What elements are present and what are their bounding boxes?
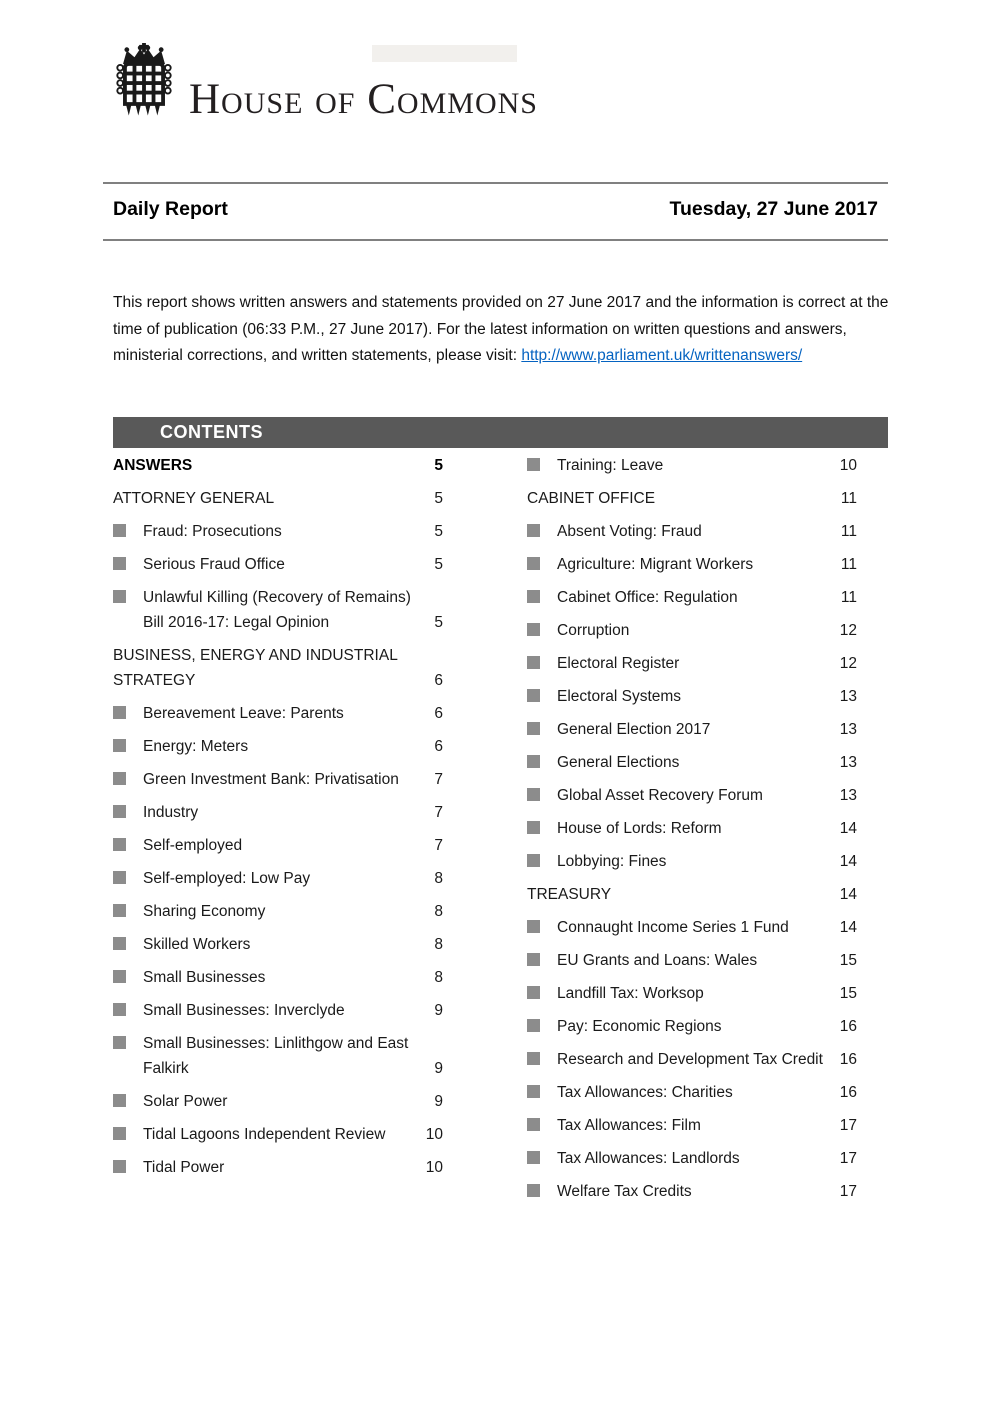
square-bullet-icon <box>527 1014 557 1039</box>
contents-heading: CONTENTS <box>160 422 263 442</box>
square-bullet-icon <box>527 849 557 874</box>
toc-entry-label: ANSWERS <box>113 457 193 474</box>
toc-item-row <box>113 552 443 577</box>
square-bullet-icon <box>527 1113 557 1138</box>
toc-section-row <box>527 486 857 511</box>
toc-entry-page: 14 <box>839 886 857 903</box>
square-bullet-icon <box>527 1047 557 1072</box>
written-answers-link[interactable]: http://www.parliament.uk/writtenanswers/ <box>521 347 803 364</box>
toc-entry-page: 8 <box>434 936 443 953</box>
square-bullet-icon <box>113 965 143 990</box>
toc-entry-label: Tidal Lagoons Independent Review <box>143 1126 386 1143</box>
toc-entry-page: 15 <box>839 985 857 1002</box>
toc-item-row <box>527 552 857 577</box>
intro-paragraph <box>113 290 891 370</box>
square-bullet-icon <box>113 1031 143 1081</box>
toc-entry-label: Serious Fraud Office <box>143 556 285 573</box>
toc-entry-label: Connaught Income Series 1 Fund <box>557 919 789 936</box>
toc-item-row <box>527 1179 857 1204</box>
toc-entry-page: 17 <box>839 1117 857 1134</box>
toc-entry-page: 5 <box>434 556 443 573</box>
square-bullet-icon <box>113 519 143 544</box>
toc-entry-label: Self-employed: Low Pay <box>143 870 311 887</box>
toc-entry-page: 14 <box>839 919 857 936</box>
square-bullet-icon <box>527 519 557 544</box>
toc-entry-page: 8 <box>434 870 443 887</box>
toc-item-row <box>113 800 443 825</box>
portcullis-crown-icon <box>113 43 175 130</box>
square-bullet-icon <box>113 833 143 858</box>
toc-item-row <box>113 734 443 759</box>
toc-entry-label: Global Asset Recovery Forum <box>557 787 763 804</box>
toc-entry-label: Tax Allowances: Landlords <box>557 1150 740 1167</box>
toc-entry-page: 9 <box>434 1002 443 1019</box>
toc-entry-page: 13 <box>839 787 857 804</box>
square-bullet-icon <box>527 1146 557 1171</box>
toc-section-row <box>113 486 443 511</box>
horizontal-rule <box>103 239 888 241</box>
toc-entry-page: 13 <box>839 688 857 705</box>
square-bullet-icon <box>113 585 143 635</box>
square-bullet-icon <box>113 932 143 957</box>
toc-item-row <box>113 767 443 792</box>
toc-entry-label: General Election 2017 <box>557 721 711 738</box>
toc-item-row <box>113 965 443 990</box>
toc-entry-page: 7 <box>434 804 443 821</box>
toc-item-row <box>113 701 443 726</box>
toc-item-row <box>527 1080 857 1105</box>
toc-entry-label: Tax Allowances: Film <box>557 1117 701 1134</box>
toc-entry-page: 8 <box>434 969 443 986</box>
toc-entry-page: 11 <box>840 490 857 507</box>
toc-item-row <box>113 585 443 635</box>
toc-item-row <box>527 651 857 676</box>
square-bullet-icon <box>527 453 557 478</box>
square-bullet-icon <box>527 552 557 577</box>
toc-item-row <box>113 1089 443 1114</box>
toc-entry-page: 11 <box>840 556 857 573</box>
toc-entry-label: Industry <box>143 804 199 821</box>
toc-entry-page: 7 <box>434 837 443 854</box>
toc-item-row <box>113 519 443 544</box>
toc-entry-page: 6 <box>434 672 443 689</box>
square-bullet-icon <box>113 767 143 792</box>
toc-item-row <box>527 1113 857 1138</box>
toc-item-row <box>527 915 857 940</box>
toc-item-row <box>113 1155 443 1180</box>
toc-section-row <box>527 882 857 907</box>
toc-entry-label: Research and Development Tax Credit <box>557 1051 823 1068</box>
toc-entry-label: Absent Voting: Fraud <box>557 523 702 540</box>
toc-entry-page: 15 <box>839 952 857 969</box>
toc-entry-page: 12 <box>839 655 857 672</box>
square-bullet-icon <box>113 800 143 825</box>
toc-item-row <box>527 816 857 841</box>
toc-entry-label: Small Businesses: Linlithgow and East Falkirk <box>143 1035 409 1077</box>
toc-entry-page: 16 <box>839 1051 857 1068</box>
square-bullet-icon <box>527 915 557 940</box>
square-bullet-icon <box>527 1179 557 1204</box>
toc-item-row <box>527 783 857 808</box>
toc-entry-label: Tidal Power <box>143 1159 225 1176</box>
toc-entry-label: Green Investment Bank: Privatisation <box>143 771 399 788</box>
toc-entry-label: EU Grants and Loans: Wales <box>557 952 758 969</box>
toc <box>113 453 888 1212</box>
toc-entry-page: 10 <box>839 457 857 474</box>
square-bullet-icon <box>113 1089 143 1114</box>
toc-entry-label: Electoral Systems <box>557 688 682 705</box>
toc-entry-page: 13 <box>839 721 857 738</box>
toc-entry-label: Training: Leave <box>557 457 664 474</box>
toc-entry-label: Solar Power <box>143 1093 228 1110</box>
toc-entry-label: House of Lords: Reform <box>557 820 722 837</box>
toc-entry-page: 5 <box>434 490 443 507</box>
toc-entry-label: Skilled Workers <box>143 936 251 953</box>
square-bullet-icon <box>527 948 557 973</box>
toc-entry-label: Self-employed <box>143 837 243 854</box>
toc-entry-page: 6 <box>434 705 443 722</box>
toc-entry-label: Cabinet Office: Regulation <box>557 589 738 606</box>
square-bullet-icon <box>527 750 557 775</box>
toc-entry-label: Unlawful Killing (Recovery of Remains) Bill 2016-17: Legal Opinion <box>143 589 411 631</box>
toc-entry-page: 8 <box>434 903 443 920</box>
toc-section-row <box>113 453 443 478</box>
toc-entry-label: BUSINESS, ENERGY AND INDUSTRIAL STRATEGY <box>113 647 398 689</box>
toc-column <box>527 453 857 1212</box>
report-title: Daily Report <box>113 198 228 220</box>
toc-entry-label: Welfare Tax Credits <box>557 1183 692 1200</box>
square-bullet-icon <box>527 684 557 709</box>
toc-entry-page: 13 <box>839 754 857 771</box>
toc-entry-page: 16 <box>839 1018 857 1035</box>
toc-entry-label: Agriculture: Migrant Workers <box>557 556 754 573</box>
toc-entry-label: General Elections <box>557 754 680 771</box>
contents-heading-bar <box>113 417 888 448</box>
toc-entry-label: Energy: Meters <box>143 738 249 755</box>
toc-item-row <box>113 899 443 924</box>
square-bullet-icon <box>113 899 143 924</box>
toc-entry-label: CABINET OFFICE <box>527 490 656 507</box>
toc-item-row <box>527 618 857 643</box>
toc-item-row <box>527 453 857 478</box>
square-bullet-icon <box>527 1080 557 1105</box>
horizontal-rule <box>103 182 888 184</box>
house-of-commons-header <box>113 43 538 130</box>
toc-section-row <box>113 643 443 693</box>
toc-entry-page: 16 <box>839 1084 857 1101</box>
square-bullet-icon <box>527 651 557 676</box>
toc-entry-label: Small Businesses <box>143 969 266 986</box>
toc-item-row <box>113 833 443 858</box>
toc-entry-page: 6 <box>434 738 443 755</box>
toc-item-row <box>113 998 443 1023</box>
toc-entry-label: TREASURY <box>527 886 612 903</box>
toc-entry-label: Pay: Economic Regions <box>557 1018 722 1035</box>
toc-item-row <box>527 849 857 874</box>
toc-item-row <box>527 1146 857 1171</box>
square-bullet-icon <box>527 585 557 610</box>
toc-item-row <box>527 1014 857 1039</box>
toc-item-row <box>527 519 857 544</box>
toc-entry-page: 7 <box>434 771 443 788</box>
toc-entry-label: Electoral Register <box>557 655 680 672</box>
toc-entry-page: 17 <box>839 1150 857 1167</box>
toc-entry-label: Corruption <box>557 622 630 639</box>
square-bullet-icon <box>113 866 143 891</box>
toc-item-row <box>527 750 857 775</box>
masthead <box>113 198 878 221</box>
toc-entry-page: 11 <box>840 523 857 540</box>
toc-entry-label: ATTORNEY GENERAL <box>113 490 275 507</box>
toc-entry-label: Small Businesses: Inverclyde <box>143 1002 345 1019</box>
toc-entry-label: Landfill Tax: Worksop <box>557 985 704 1002</box>
toc-entry-label: Fraud: Prosecutions <box>143 523 282 540</box>
square-bullet-icon <box>113 734 143 759</box>
square-bullet-icon <box>527 816 557 841</box>
toc-item-row <box>527 717 857 742</box>
toc-entry-page: 10 <box>425 1126 443 1143</box>
toc-item-row <box>113 866 443 891</box>
toc-entry-page: 14 <box>839 820 857 837</box>
square-bullet-icon <box>113 998 143 1023</box>
toc-entry-page: 10 <box>425 1159 443 1176</box>
toc-item-row <box>527 1047 857 1072</box>
toc-entry-page: 9 <box>434 1093 443 1110</box>
toc-item-row <box>113 1031 443 1081</box>
toc-entry-page: 5 <box>434 523 443 540</box>
toc-entry-page: 12 <box>839 622 857 639</box>
square-bullet-icon <box>527 618 557 643</box>
square-bullet-icon <box>527 981 557 1006</box>
toc-item-row <box>527 684 857 709</box>
toc-entry-page: 11 <box>840 589 857 606</box>
report-date: Tuesday, 27 June 2017 <box>669 198 878 220</box>
toc-entry-page: 5 <box>434 614 443 631</box>
toc-item-row <box>113 1122 443 1147</box>
toc-column <box>113 453 443 1212</box>
square-bullet-icon <box>527 717 557 742</box>
toc-entry-label: Tax Allowances: Charities <box>557 1084 733 1101</box>
toc-entry-label: Bereavement Leave: Parents <box>143 705 344 722</box>
toc-entry-page: 5 <box>434 457 443 474</box>
toc-item-row <box>527 981 857 1006</box>
toc-item-row <box>527 585 857 610</box>
square-bullet-icon <box>113 1122 143 1147</box>
square-bullet-icon <box>113 701 143 726</box>
logo-wordmark: House of Commons <box>189 76 538 123</box>
square-bullet-icon <box>113 1155 143 1180</box>
toc-entry-page: 14 <box>839 853 857 870</box>
intro-text: This report shows written answers and statements provided on 27 June 2017 and the information is correct at the time of publication (06:33 P.M., 27 June 2017). For the latest information on written questions and answers, ministerial corrections, and written statements, please visit: <box>113 294 889 364</box>
toc-entry-label: Lobbying: Fines <box>557 853 667 870</box>
toc-item-row <box>527 948 857 973</box>
toc-entry-label: Sharing Economy <box>143 903 266 920</box>
toc-entry-page: 9 <box>434 1060 443 1077</box>
square-bullet-icon <box>527 783 557 808</box>
toc-entry-page: 17 <box>839 1183 857 1200</box>
toc-item-row <box>113 932 443 957</box>
square-bullet-icon <box>113 552 143 577</box>
